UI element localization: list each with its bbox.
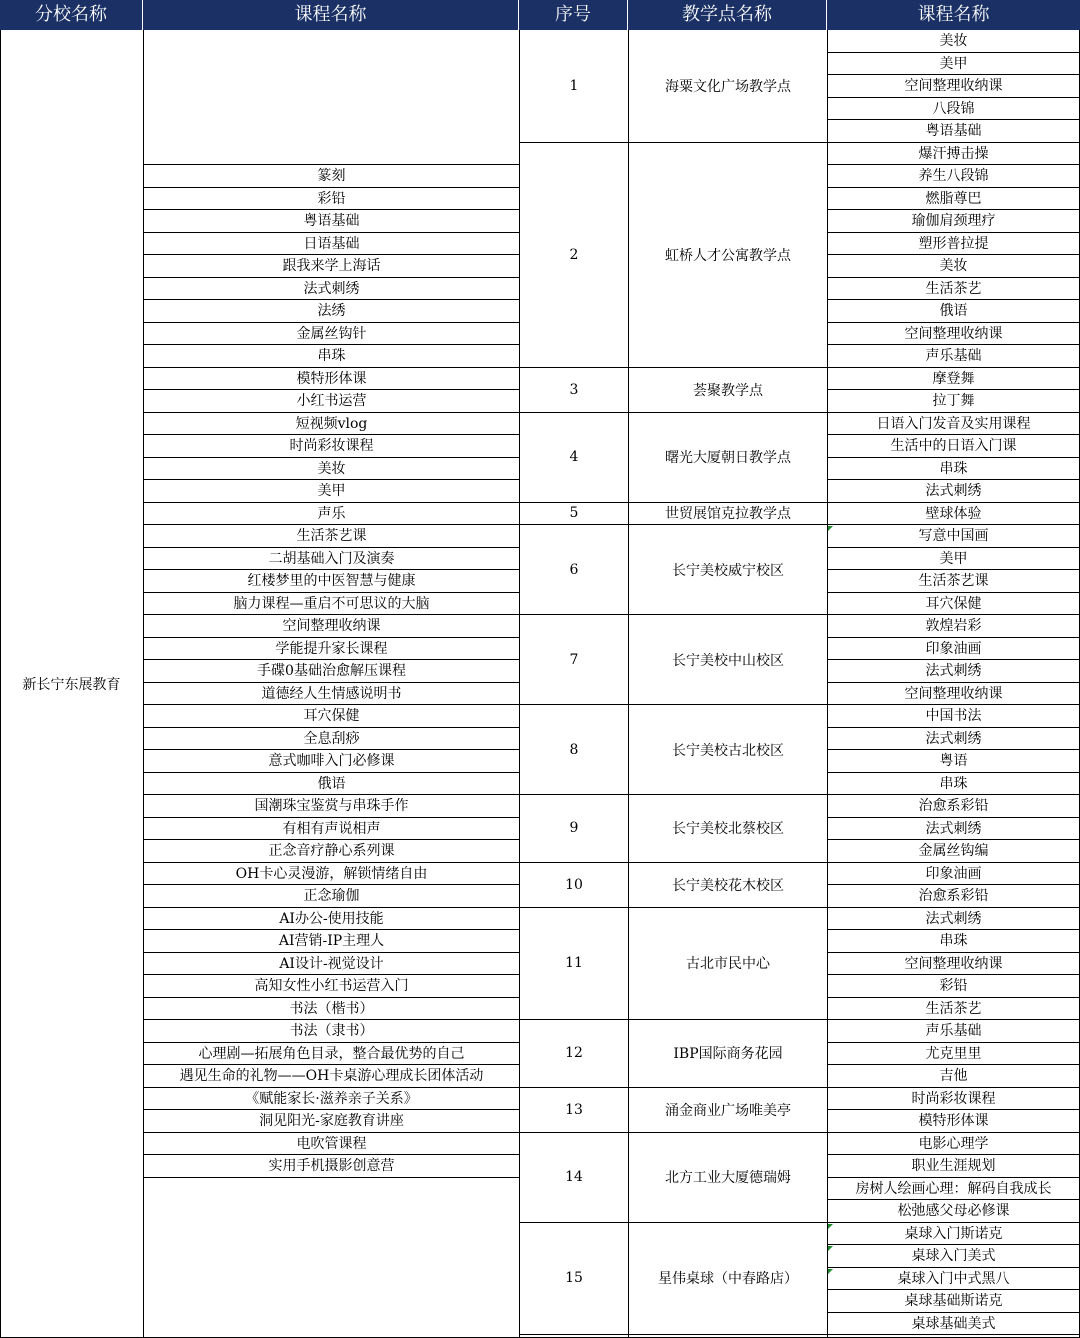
course-left-item: 遇见生命的礼物——OH卡桌游心理成长团体活动 [144, 1065, 519, 1088]
course-right-item: 串珠 [828, 458, 1079, 481]
course-left-item: 俄语 [144, 773, 519, 796]
course-right-item: 桌球基础美式 [828, 1313, 1079, 1336]
course-right-item: 美甲 [828, 548, 1079, 571]
course-left-item: 彩铅 [144, 188, 519, 211]
point-number: 2 [520, 143, 628, 368]
course-left-item: 空间整理收纳课 [144, 615, 519, 638]
course-left-item: 心理剧—拓展角色目录，整合最优势的自己 [144, 1043, 519, 1066]
course-right-item: 房树人绘画心理：解码自我成长 [828, 1178, 1079, 1201]
course-right-item: 金属丝钩编 [828, 840, 1079, 863]
course-right-item: 耳穴保健 [828, 593, 1079, 616]
course-left-item: 手碟0基础治愈解压课程 [144, 660, 519, 683]
course-right-item: 串珠 [828, 930, 1079, 953]
course-right-item: 时尚彩妆课程 [828, 1088, 1079, 1111]
course-left-item: 时尚彩妆课程 [144, 435, 519, 458]
course-left-item: 洞见阳光-家庭教育讲座 [144, 1110, 519, 1133]
course-left-item: 耳穴保健 [144, 705, 519, 728]
cell-flag-icon [828, 1269, 833, 1274]
point-number: 11 [520, 908, 628, 1021]
table-header [0, 0, 1080, 30]
course-right-item: 印象油画 [828, 638, 1079, 661]
point-name: 世贸展馆克拉教学点 [629, 503, 827, 526]
course-right-item: 燃脂尊巴 [828, 188, 1079, 211]
course-right-item: 拉丁舞 [828, 390, 1079, 413]
course-right-item: 瑜伽肩颈理疗 [828, 210, 1079, 233]
course-left-item: 生活茶艺课 [144, 525, 519, 548]
point-name: 海粟文化广场教学点 [629, 30, 827, 143]
point-name: 荟聚教学点 [629, 368, 827, 413]
course-left-item: AI办公-使用技能 [144, 908, 519, 931]
course-right-item: 写意中国画 [828, 525, 1079, 548]
point-number: 15 [520, 1223, 628, 1336]
course-left-item: 声乐 [144, 503, 519, 526]
course-right-item: 美妆 [828, 255, 1079, 278]
course-left-item: 实用手机摄影创意营 [144, 1155, 519, 1178]
course-left-item: AI营销-IP主理人 [144, 930, 519, 953]
course-left-item: 书法（楷书） [144, 998, 519, 1021]
course-right-item: 空间整理收纳课 [828, 953, 1079, 976]
course-right-item: 声乐基础 [828, 1020, 1079, 1043]
course-right-item: 日语入门发音及实用课程 [828, 413, 1079, 436]
course-left-item: OH卡心灵漫游，解锁情绪自由 [144, 863, 519, 886]
cell-flag-icon [828, 1224, 833, 1229]
course-left-item: 红楼梦里的中医智慧与健康 [144, 570, 519, 593]
course-right-item: 爆汗搏击操 [828, 143, 1079, 166]
cell-flag-icon [828, 526, 833, 531]
point-name: 长宁美校中山校区 [629, 615, 827, 705]
point-name: 虹桥人才公寓教学点 [629, 143, 827, 368]
header-course-right: 课程名称 [917, 4, 990, 25]
course-left-item: 有相有声说相声 [144, 818, 519, 841]
point-number: 7 [520, 615, 628, 705]
course-left-item: 金属丝钩针 [144, 323, 519, 346]
course-left-item: 《赋能家长·滋养亲子关系》 [144, 1088, 519, 1111]
course-left-item: 高知女性小红书运营入门 [144, 975, 519, 998]
course-right-item: 吉他 [828, 1065, 1079, 1088]
course-right-item: 空间整理收纳课 [828, 683, 1079, 706]
course-right-item: 印象油画 [828, 863, 1079, 886]
point-number: 3 [520, 368, 628, 413]
course-left-item: 国潮珠宝鉴赏与串珠手作 [144, 795, 519, 818]
header-branch: 分校名称 [0, 0, 143, 30]
course-right-item: 俄语 [828, 300, 1079, 323]
course-right-item: 彩铅 [828, 975, 1079, 998]
point-name: 长宁美校花木校区 [629, 863, 827, 908]
point-name: 星伟桌球（中春路店） [629, 1223, 827, 1336]
course-right-item: 八段锦 [828, 98, 1079, 121]
course-right-item: 桌球入门中式黑八 [828, 1268, 1079, 1291]
point-number: 14 [520, 1133, 628, 1223]
course-right-item: 治愈系彩铅 [828, 885, 1079, 908]
course-right-item: 职业生涯规划 [828, 1155, 1079, 1178]
course-left-item: 法式刺绣 [144, 278, 519, 301]
course-left-item: 小红书运营 [144, 390, 519, 413]
course-left-item: 道德经人生情感说明书 [144, 683, 519, 706]
course-left-item: 二胡基础入门及演奏 [144, 548, 519, 571]
course-right-item: 尤克里里 [828, 1043, 1079, 1066]
course-left-item: 法绣 [144, 300, 519, 323]
course-right-item: 塑形普拉提 [828, 233, 1079, 256]
header-number: 序号 [519, 0, 628, 30]
course-left-item: 意式咖啡入门必修课 [144, 750, 519, 773]
course-left-item: 全息刮痧 [144, 728, 519, 751]
course-right-item: 中国书法 [828, 705, 1079, 728]
course-left-item: 美妆 [144, 458, 519, 481]
point-name: 曙光大厦朝日教学点 [629, 413, 827, 503]
point-number: 9 [520, 795, 628, 863]
branch-cell: 新长宁东展教育 [22, 677, 121, 693]
course-right-item: 模特形体课 [828, 1110, 1079, 1133]
course-right-item: 摩登舞 [828, 368, 1079, 391]
point-number: 5 [520, 503, 628, 526]
point-number: 10 [520, 863, 628, 908]
course-right-item: 粤语基础 [828, 120, 1079, 143]
course-right-item: 法式刺绣 [828, 818, 1079, 841]
course-right-item: 生活茶艺 [828, 278, 1079, 301]
header-point-name: 教学点名称 [628, 0, 827, 30]
course-right-item: 声乐基础 [828, 345, 1079, 368]
header-course-left: 课程名称 [143, 0, 519, 30]
point-number: 12 [520, 1020, 628, 1088]
course-left-item: AI设计-视觉设计 [144, 953, 519, 976]
point-name: IBP国际商务花园 [629, 1020, 827, 1088]
course-right-item: 法式刺绣 [828, 908, 1079, 931]
point-number: 8 [520, 705, 628, 795]
course-left-item: 模特形体课 [144, 368, 519, 391]
course-right-item: 电影心理学 [828, 1133, 1079, 1156]
course-left-item: 粤语基础 [144, 210, 519, 233]
course-left-item: 跟我来学上海话 [144, 255, 519, 278]
course-right-item: 生活中的日语入门课 [828, 435, 1079, 458]
point-name: 长宁美校威宁校区 [629, 525, 827, 615]
course-left-item: 日语基础 [144, 233, 519, 256]
point-name: 涌金商业广场唯美亭 [629, 1088, 827, 1133]
course-right-item: 法式刺绣 [828, 728, 1079, 751]
course-right-item: 治愈系彩铅 [828, 795, 1079, 818]
point-number: 4 [520, 413, 628, 503]
course-right-item: 法式刺绣 [828, 660, 1079, 683]
course-right-item: 敦煌岩彩 [828, 615, 1079, 638]
course-left-item: 美甲 [144, 480, 519, 503]
course-right-item: 空间整理收纳课 [828, 323, 1079, 346]
course-right-item: 壁球体验 [828, 503, 1079, 526]
course-right-item: 松弛感父母必修课 [828, 1200, 1079, 1223]
point-number: 13 [520, 1088, 628, 1133]
point-number: 6 [520, 525, 628, 615]
course-right-item: 美妆 [828, 30, 1079, 53]
course-left-item: 电吹管课程 [144, 1133, 519, 1156]
course-left-item: 正念瑜伽 [144, 885, 519, 908]
course-right-item: 法式刺绣 [828, 480, 1079, 503]
point-name: 长宁美校古北校区 [629, 705, 827, 795]
course-left-item: 正念音疗静心系列课 [144, 840, 519, 863]
course-right-item: 生活茶艺 [828, 998, 1079, 1021]
point-name: 长宁美校北蔡校区 [629, 795, 827, 863]
course-right-item: 养生八段锦 [828, 165, 1079, 188]
course-left-item: 书法（隶书） [144, 1020, 519, 1043]
course-right-item: 桌球基础斯诺克 [828, 1290, 1079, 1313]
course-right-item: 美甲 [828, 53, 1079, 76]
course-left-item: 串珠 [144, 345, 519, 368]
course-right-item: 生活茶艺课 [828, 570, 1079, 593]
course-left-item: 学能提升家长课程 [144, 638, 519, 661]
point-number: 1 [520, 30, 628, 143]
point-name: 北方工业大厦德瑞姆 [629, 1133, 827, 1223]
course-right-item: 空间整理收纳课 [828, 75, 1079, 98]
point-name: 古北市民中心 [629, 908, 827, 1021]
course-right-item: 粤语 [828, 750, 1079, 773]
course-right-item: 桌球入门斯诺克 [828, 1223, 1079, 1246]
course-left-item: 短视频vlog [144, 413, 519, 436]
course-left-item: 脑力课程—重启不可思议的大脑 [144, 593, 519, 616]
course-left-item: 篆刻 [144, 165, 519, 188]
course-right-item: 串珠 [828, 773, 1079, 796]
cell-flag-icon [828, 1246, 833, 1251]
course-right-item: 桌球入门美式 [828, 1245, 1079, 1268]
